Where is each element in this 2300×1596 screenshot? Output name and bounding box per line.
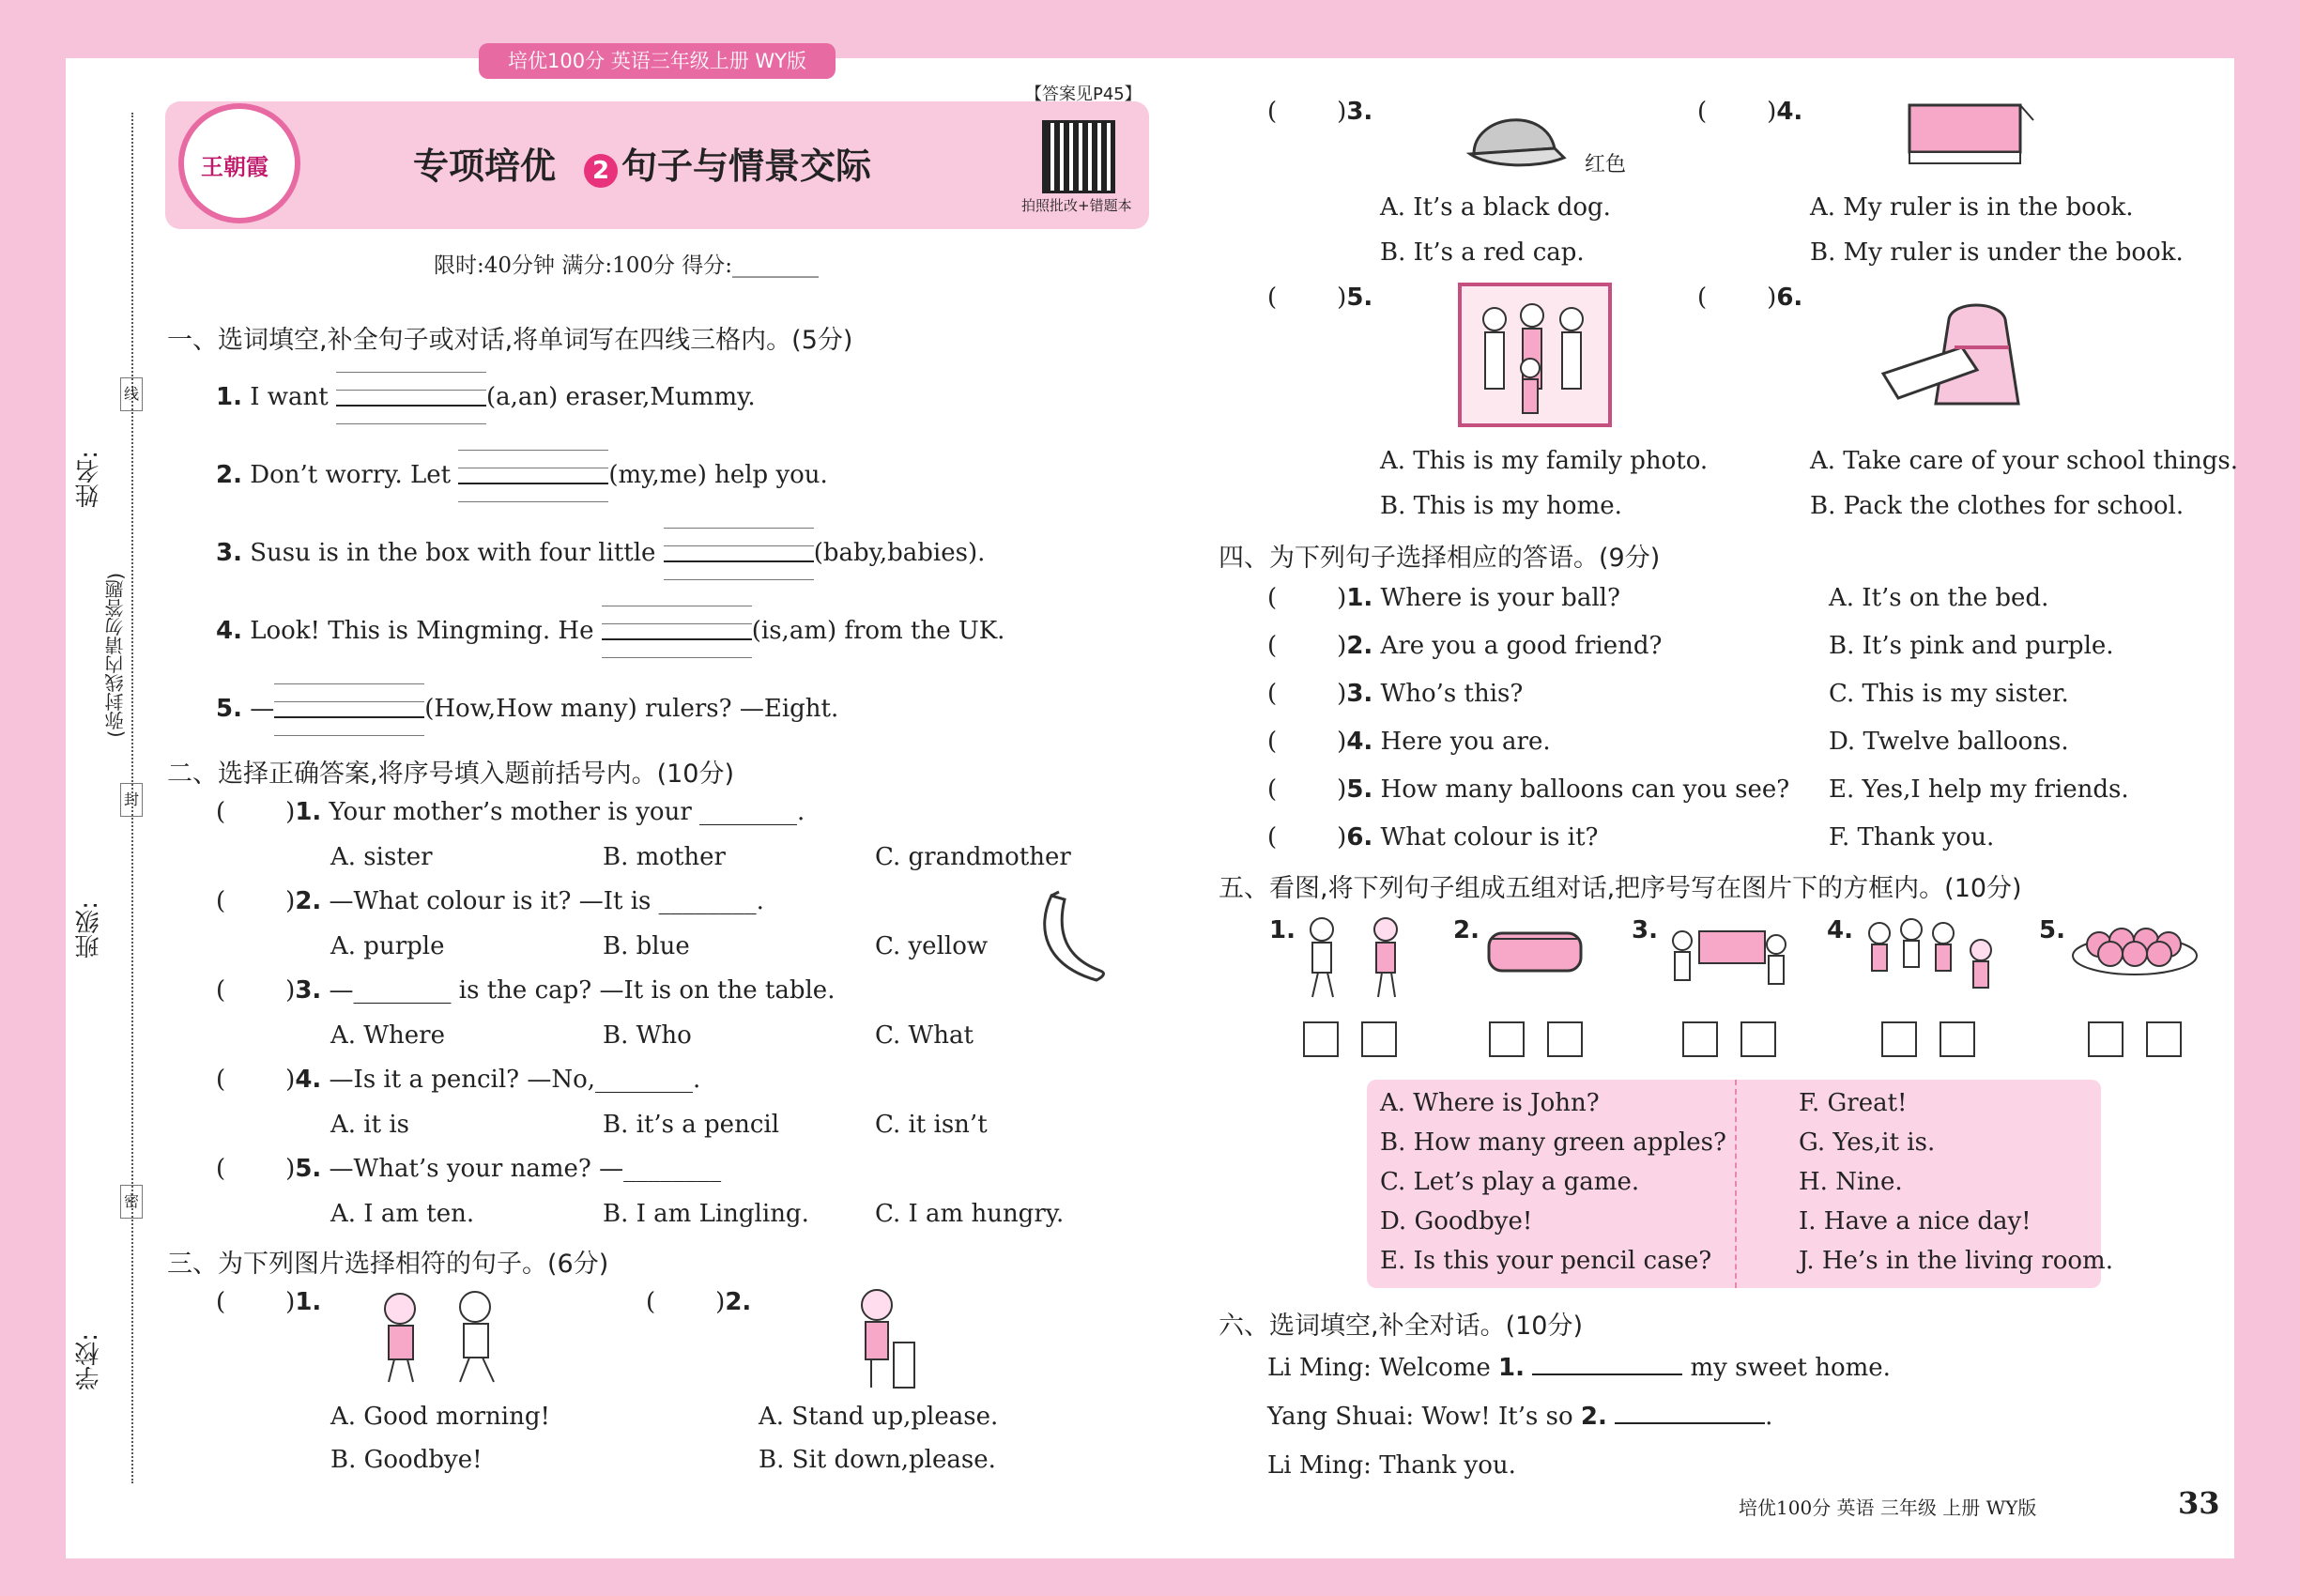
s3-q5-a: A. This is my family photo. bbox=[1380, 447, 1709, 475]
section-2-heading: 二、选择正确答案,将序号填入题前括号内。(10分) bbox=[167, 760, 735, 789]
bank-g: G. Yes,it is. bbox=[1799, 1128, 1936, 1157]
q-options: (my,me) help you. bbox=[608, 461, 828, 489]
q-number: 3. bbox=[216, 539, 242, 567]
school-label: 学校: bbox=[75, 1333, 103, 1390]
section-4-heading: 四、为下列句子选择相应的答语。(9分) bbox=[1219, 544, 1661, 573]
q-text: —Is it a pencil? —No,________. bbox=[329, 1066, 701, 1094]
q-number: 2. bbox=[1346, 632, 1373, 660]
section-1-heading: 一、选词填空,补全句子或对话,将单词写在四线三格内。(5分) bbox=[167, 326, 853, 355]
class-label: 班级: bbox=[75, 901, 103, 959]
q-number: 2. bbox=[295, 887, 322, 915]
q-number: 1. bbox=[216, 383, 242, 411]
q-text: Here you are. bbox=[1380, 728, 1551, 756]
s3-q5-b: B. This is my home. bbox=[1380, 492, 1622, 520]
q-number: 6. bbox=[1776, 284, 1803, 312]
answer-box[interactable] bbox=[1940, 1021, 1975, 1057]
q-number: 1. bbox=[295, 798, 322, 826]
q-text: Who’s this? bbox=[1380, 680, 1524, 708]
s5-pic-1-number: 1. bbox=[1269, 916, 1296, 944]
title-text: 句子与情景交际 bbox=[621, 146, 872, 187]
s2-q2-a: A. purple bbox=[330, 932, 445, 960]
s2-q1-c: C. grandmother bbox=[875, 843, 1071, 871]
s4-answer-b: B. It’s pink and purple. bbox=[1829, 632, 2114, 660]
s4-q1: ( )1. Where is your ball? bbox=[1267, 584, 1620, 612]
s5-pic-4-children-playing bbox=[1857, 913, 2007, 1001]
q-number: 4. bbox=[1346, 728, 1373, 756]
s3-q1-b: B. Goodbye! bbox=[330, 1446, 483, 1474]
s4-q6: ( )6. What colour is it? bbox=[1267, 823, 1599, 852]
seal-note: (弥封线内请勿答题) bbox=[104, 573, 127, 738]
s4-q3: ( )3. Who’s this? bbox=[1267, 680, 1524, 708]
seal-mark-seal: 封 bbox=[120, 783, 143, 817]
s1-item-3 bbox=[216, 528, 985, 580]
q-number: 4. bbox=[1776, 98, 1803, 126]
q-text: Don’t worry. Let bbox=[250, 461, 452, 489]
answer-box[interactable] bbox=[1881, 1021, 1917, 1057]
s5-pic-5-number: 5. bbox=[2039, 916, 2065, 944]
s1-item-4 bbox=[216, 606, 1004, 658]
four-line-grid[interactable] bbox=[664, 528, 814, 580]
q-options: (a,an) eraser,Mummy. bbox=[485, 383, 756, 411]
girl-sitting-illustration bbox=[849, 1286, 924, 1391]
s4-answer-a: A. It’s on the bed. bbox=[1829, 584, 2049, 612]
q-number: 2. bbox=[725, 1288, 752, 1316]
bank-c: C. Let’s play a game. bbox=[1380, 1168, 1640, 1196]
s1-item-2 bbox=[216, 450, 828, 502]
q-number: 5. bbox=[1346, 284, 1373, 312]
s3-q2-b: B. Sit down,please. bbox=[759, 1446, 996, 1474]
qr-code-icon[interactable] bbox=[1042, 120, 1115, 193]
q-number: 5. bbox=[216, 695, 242, 723]
q-text: What colour is it? bbox=[1380, 823, 1599, 852]
section-3-heading: 三、为下列图片选择相符的句子。(6分) bbox=[167, 1250, 609, 1279]
q-number: 3. bbox=[1346, 98, 1373, 126]
four-line-grid[interactable] bbox=[458, 450, 608, 502]
name-label: 姓名: bbox=[75, 451, 103, 508]
page-title bbox=[413, 137, 871, 189]
s6-line-2 bbox=[1267, 1403, 1772, 1431]
q-text: I want bbox=[250, 383, 329, 411]
bank-e: E. Is this your pencil case? bbox=[1380, 1247, 1712, 1275]
q-number: 5. bbox=[1346, 775, 1373, 804]
s2-q1: ( )1. Your mother’s mother is your ________. bbox=[216, 798, 805, 826]
s1-item-5 bbox=[216, 683, 838, 736]
q-number: 2. bbox=[1580, 1403, 1607, 1431]
cap-illustration bbox=[1461, 96, 1573, 175]
s3-q4-a: A. My ruler is in the book. bbox=[1810, 193, 2134, 222]
q-number: 1. bbox=[1498, 1354, 1525, 1382]
s2-q4: ( )4. —Is it a pencil? —No,________. bbox=[216, 1066, 701, 1094]
s3-q2-a: A. Stand up,please. bbox=[759, 1403, 999, 1431]
s2-q1-a: A. sister bbox=[330, 843, 433, 871]
q-text: —What colour is it? —It is ________. bbox=[329, 887, 764, 915]
s2-q1-b: B. mother bbox=[603, 843, 726, 871]
dialog-text: my sweet home. bbox=[1690, 1354, 1891, 1382]
sentence-bank-divider bbox=[1735, 1080, 1737, 1288]
s2-q5-b: B. I am Lingling. bbox=[603, 1200, 809, 1228]
bank-a: A. Where is John? bbox=[1380, 1089, 1600, 1117]
s4-q4: ( )4. Here you are. bbox=[1267, 728, 1551, 756]
q-options: (baby,babies). bbox=[813, 539, 986, 567]
test-info: 限时:40分钟 满分:100分 得分:________ bbox=[434, 253, 820, 278]
s4-answer-d: D. Twelve balloons. bbox=[1829, 728, 2069, 756]
s2-q4-a: A. it is bbox=[330, 1111, 409, 1139]
s2-q5-c: C. I am hungry. bbox=[875, 1200, 1065, 1228]
q-number: 4. bbox=[216, 617, 242, 645]
title-prefix: 专项培优 bbox=[413, 146, 557, 187]
s2-q3: ( )3. —________ is the cap? —It is on the table. bbox=[216, 976, 836, 1005]
s5-pic-2-pencil-case bbox=[1483, 920, 1587, 978]
s2-q2-c: C. yellow bbox=[875, 932, 989, 960]
s5-pic-3-number: 3. bbox=[1632, 916, 1658, 944]
s3-q4: ( )4. bbox=[1697, 98, 1803, 126]
bank-i: I. Have a nice day! bbox=[1799, 1207, 2032, 1235]
q-text: —________ is the cap? —It is on the table. bbox=[329, 976, 836, 1005]
q-text: Are you a good friend? bbox=[1380, 632, 1663, 660]
section-6-heading: 六、选词填空,补全对话。(10分) bbox=[1219, 1312, 1584, 1341]
answer-box[interactable] bbox=[2146, 1021, 2182, 1057]
dialog-text: Yang Shuai: Wow! It’s so bbox=[1267, 1403, 1573, 1431]
section-5-heading: 五、看图,将下列句子组成五组对话,把序号写在图片下的方框内。(10分) bbox=[1219, 874, 2022, 903]
s3-q1: ( )1. bbox=[216, 1288, 322, 1316]
s4-q5: ( )5. How many balloons can you see? bbox=[1267, 775, 1790, 804]
s2-q3-b: B. Who bbox=[603, 1021, 692, 1050]
bank-f: F. Great! bbox=[1799, 1089, 1908, 1117]
answer-box[interactable] bbox=[2088, 1021, 2124, 1057]
bank-j: J. He’s in the living room. bbox=[1799, 1247, 2113, 1275]
s1-item-1 bbox=[216, 372, 756, 424]
footer-text: 培优100分 英语 三年级 上册 WY版 bbox=[1739, 1496, 2037, 1519]
s5-pic-2-number: 2. bbox=[1453, 916, 1480, 944]
family-photo-illustration bbox=[1457, 282, 1613, 428]
answer-box[interactable] bbox=[1361, 1021, 1397, 1057]
s3-q6-b: B. Pack the clothes for school. bbox=[1810, 492, 2185, 520]
q-number: 1. bbox=[295, 1288, 322, 1316]
s3-q6: ( )6. bbox=[1697, 284, 1803, 312]
page-number: 33 bbox=[2178, 1485, 2220, 1521]
answer-box[interactable] bbox=[1489, 1021, 1525, 1057]
four-line-grid[interactable] bbox=[336, 372, 486, 424]
schoolbag-illustration bbox=[1878, 300, 2043, 422]
four-line-grid[interactable] bbox=[274, 683, 424, 736]
q-number: 5. bbox=[295, 1155, 322, 1183]
title-number: 2 bbox=[584, 154, 618, 188]
header-tab: 培优100分 英语三年级上册 WY版 bbox=[479, 43, 836, 79]
s3-q3-a: A. It’s a black dog. bbox=[1380, 193, 1611, 222]
s3-q5: ( )5. bbox=[1267, 284, 1373, 312]
s4-answer-e: E. Yes,I help my friends. bbox=[1829, 775, 2129, 804]
s3-q3-b: B. It’s a red cap. bbox=[1380, 238, 1585, 267]
s2-q3-a: A. Where bbox=[330, 1021, 445, 1050]
s5-pic-4-number: 4. bbox=[1827, 916, 1853, 944]
publisher-logo bbox=[178, 103, 300, 223]
q-options: (is,am) from the UK. bbox=[751, 617, 1005, 645]
q-number: 2. bbox=[216, 461, 242, 489]
s2-q2-b: B. blue bbox=[603, 932, 690, 960]
s6-line-3: Li Ming: Thank you. bbox=[1267, 1451, 1516, 1480]
s5-pic-5-apples bbox=[2069, 913, 2200, 980]
answer-box[interactable] bbox=[1682, 1021, 1718, 1057]
s2-q4-b: B. it’s a pencil bbox=[603, 1111, 780, 1139]
s5-pic-1-kids bbox=[1296, 913, 1418, 1001]
book-illustration bbox=[1900, 98, 2041, 171]
answer-ref: 【答案见P45】 bbox=[1025, 84, 1142, 104]
answer-box[interactable] bbox=[1740, 1021, 1776, 1057]
q-number: 6. bbox=[1346, 823, 1373, 852]
four-line-grid[interactable] bbox=[602, 606, 752, 658]
s2-q5-a: A. I am ten. bbox=[330, 1200, 475, 1228]
dialog-text: . bbox=[1765, 1403, 1773, 1431]
qr-caption: 拍照批改+错题本 bbox=[1021, 197, 1132, 214]
q-text: —What’s your name? —________ bbox=[329, 1155, 722, 1183]
cap-color-label: 红色 bbox=[1585, 153, 1627, 176]
s2-q5: ( )5. —What’s your name? —________ bbox=[216, 1155, 722, 1183]
kids-greeting-illustration bbox=[362, 1288, 531, 1386]
s3-q3: ( )3. bbox=[1267, 98, 1373, 126]
s6-line-1 bbox=[1267, 1354, 1891, 1382]
q-text: — bbox=[250, 695, 275, 723]
q-number: 1. bbox=[1346, 584, 1373, 612]
bank-h: H. Nine. bbox=[1799, 1168, 1903, 1196]
seal-mark-secret: 密 bbox=[120, 1185, 143, 1219]
q-number: 4. bbox=[295, 1066, 322, 1094]
s2-q4-c: C. it isn’t bbox=[875, 1111, 988, 1139]
s4-answer-f: F. Thank you. bbox=[1829, 823, 1995, 852]
banana-illustration bbox=[1031, 890, 1110, 984]
q-text: Your mother’s mother is your ________. bbox=[329, 798, 805, 826]
q-text: How many balloons can you see? bbox=[1380, 775, 1790, 804]
answer-blank[interactable] bbox=[1532, 1373, 1682, 1375]
s4-answer-c: C. This is my sister. bbox=[1829, 680, 2069, 708]
answer-blank[interactable] bbox=[1615, 1422, 1765, 1424]
seal-mark-line: 线 bbox=[120, 377, 143, 411]
s3-q1-a: A. Good morning! bbox=[330, 1403, 550, 1431]
s5-pic-3-living-room bbox=[1662, 913, 1793, 999]
s2-q3-c: C. What bbox=[875, 1021, 974, 1050]
s4-q2: ( )2. Are you a good friend? bbox=[1267, 632, 1663, 660]
q-number: 3. bbox=[295, 976, 322, 1005]
s3-q6-a: A. Take care of your school things. bbox=[1810, 447, 2239, 475]
s3-q4-b: B. My ruler is under the book. bbox=[1810, 238, 2184, 267]
q-text: Look! This is Mingming. He bbox=[250, 617, 594, 645]
bank-d: D. Goodbye! bbox=[1380, 1207, 1533, 1235]
dialog-text: Li Ming: Welcome bbox=[1267, 1354, 1491, 1382]
q-text: Susu is in the box with four little bbox=[250, 539, 656, 567]
logo-text: 王朝霞 bbox=[201, 153, 268, 180]
bank-b: B. How many green apples? bbox=[1380, 1128, 1726, 1157]
s2-q2: ( )2. —What colour is it? —It is ________. bbox=[216, 887, 764, 915]
q-text: Where is your ball? bbox=[1380, 584, 1620, 612]
s3-q2: ( )2. bbox=[646, 1288, 752, 1316]
answer-box[interactable] bbox=[1547, 1021, 1583, 1057]
q-options: (How,How many) rulers? —Eight. bbox=[424, 695, 839, 723]
q-number: 3. bbox=[1346, 680, 1373, 708]
answer-box[interactable] bbox=[1303, 1021, 1339, 1057]
